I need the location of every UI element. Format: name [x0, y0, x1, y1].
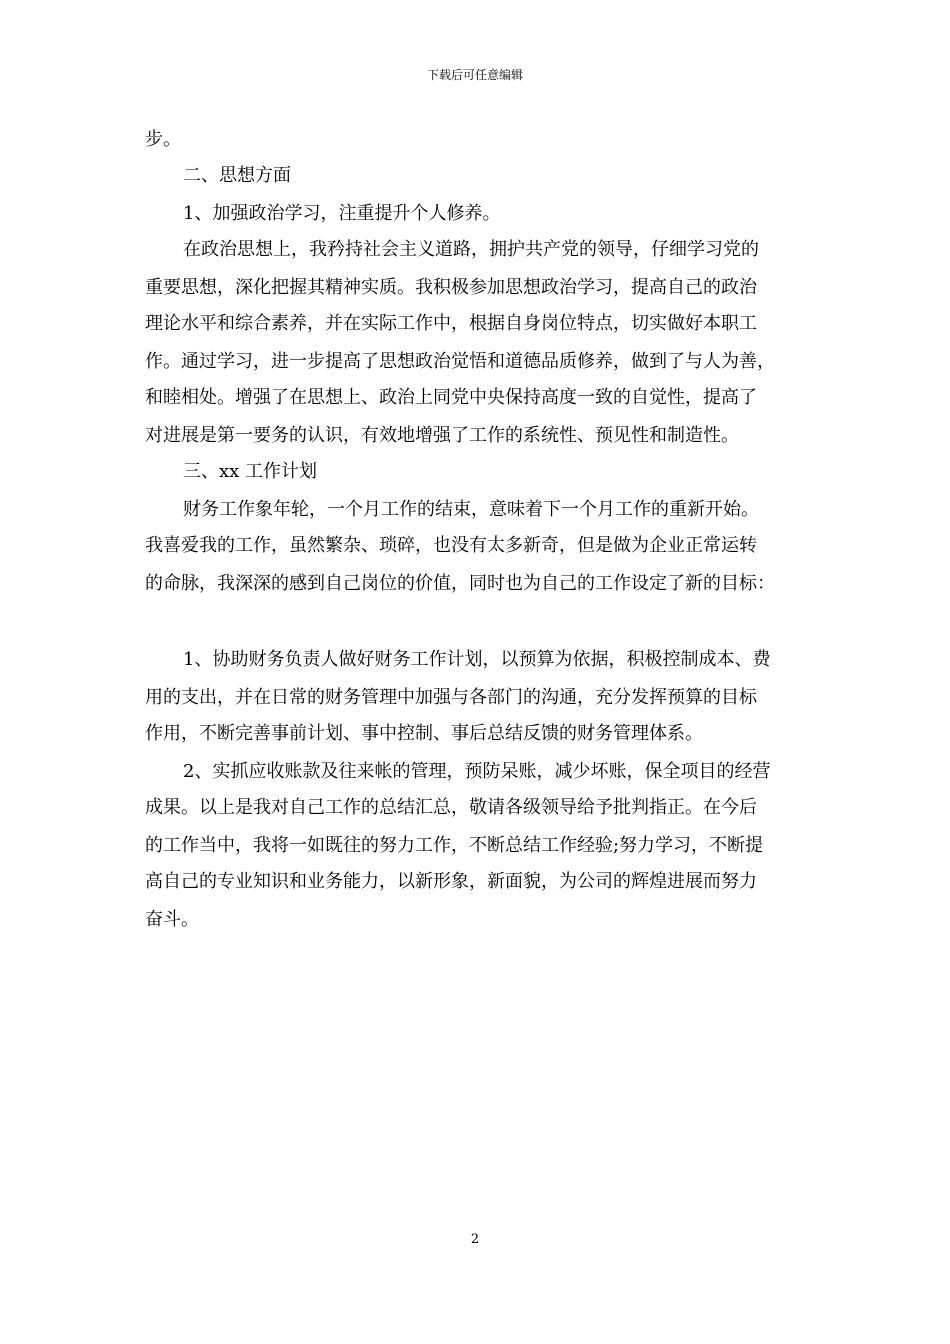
text-line: 作。通过学习，进一步提高了思想政治觉悟和道德品质修养，做到了与人为善，	[145, 351, 775, 372]
page-number: 2	[470, 1232, 480, 1247]
text-line: 我喜爱我的工作，虽然繁杂、琐碎，也没有太多新奇，但是做为企业正常运转	[145, 535, 757, 556]
subsection-heading: 1、加强政治学习，注重提升个人修养。	[183, 203, 501, 224]
text-line: 的命脉，我深深的感到自己岗位的价值，同时也为自己的工作设定了新的目标：	[145, 573, 775, 594]
text-line: 对进展是第一要务的认识，有效地增强了工作的系统性、预见性和制造性。	[145, 425, 739, 446]
text-line: 成果。以上是我对自己工作的总结汇总，敬请各级领导给予批判指正。在今后	[145, 797, 757, 818]
text-line: 奋斗。	[145, 909, 199, 930]
text-line: 的工作当中，我将一如既往的努力工作，不断总结工作经验;努力学习，不断提	[145, 835, 764, 856]
text-line: 用的支出，并在日常的财务管理中加强与各部门的沟通，充分发挥预算的目标	[145, 687, 757, 708]
text-line: 1、协助财务负责人做好财务工作计划，以预算为依据，积极控制成本、费	[183, 649, 771, 670]
text-line: 重要思想，深化把握其精神实质。我积极参加思想政治学习，提高自己的政治	[145, 277, 757, 298]
text-line: 财务工作象年轮，一个月工作的结束，意味着下一个月工作的重新开始。	[183, 499, 759, 520]
text-line: 和睦相处。增强了在思想上、政治上同党中央保持高度一致的自觉性，提高了	[145, 387, 757, 408]
section-heading: 二、思想方面	[183, 165, 291, 186]
page-header: 下载后可任意编辑	[426, 68, 523, 82]
text-line: 理论水平和综合素养，并在实际工作中，根据自身岗位特点，切实做好本职工	[145, 313, 757, 334]
text-line: 步。	[145, 129, 181, 150]
text-line: 2、实抓应收账款及往来帐的管理，预防呆账，减少坏账，保全项目的经营	[183, 761, 771, 782]
text-line: 高自己的专业知识和业务能力，以新形象，新面貌，为公司的辉煌进展而努力	[145, 871, 757, 892]
text-line: 在政治思想上，我矜持社会主义道路，拥护共产党的领导，仔细学习党的	[183, 239, 759, 260]
section-heading: 三、xx 工作计划	[183, 461, 318, 482]
text-line: 作用，不断完善事前计划、事中控制、事后总结反馈的财务管理体系。	[145, 723, 703, 744]
